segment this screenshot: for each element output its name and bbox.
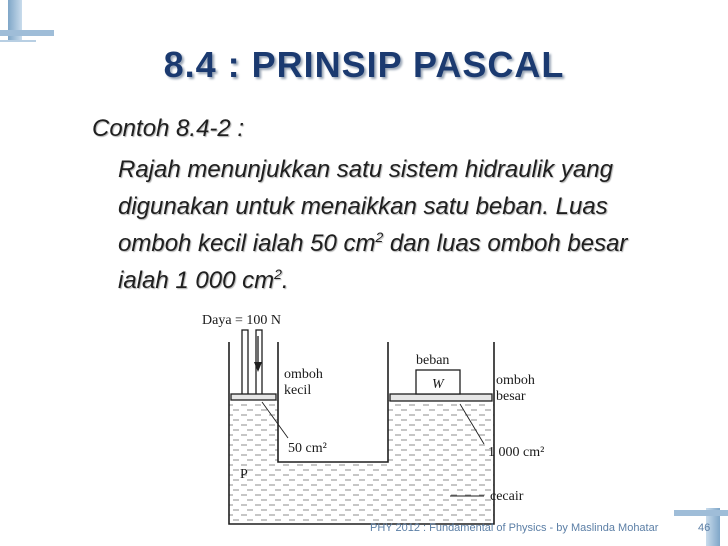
- load-label: beban: [416, 353, 450, 368]
- small-area-label: 50 cm²: [288, 441, 327, 456]
- footer-text: PHY 2012 : Fundamental of Physics - by Maslinda Mohatar: [370, 522, 659, 534]
- example-text-block: [92, 110, 712, 299]
- force-label: Daya = 100 N: [202, 313, 282, 328]
- line3-text-b: dan luas omboh besar: [383, 230, 628, 257]
- corner-decoration-top-bar: [0, 30, 54, 36]
- corner-decoration-bottom-bar: [674, 510, 728, 516]
- small-piston-rod: [242, 330, 248, 396]
- point-label: P: [240, 467, 248, 482]
- line4-text-a: ialah 1 000 cm: [118, 267, 275, 294]
- paragraph-line-2: digunakan untuk menaikkan satu beban. Luas: [118, 193, 608, 220]
- small-piston-plate: [231, 394, 276, 400]
- paragraph-line-4: [118, 262, 712, 299]
- large-area-label: 1 000 cm²: [488, 445, 545, 460]
- line3-text-a: omboh kecil ialah 50 cm: [118, 230, 376, 257]
- line4-text-b: .: [281, 267, 289, 294]
- small-piston-label-1: omboh: [284, 367, 323, 382]
- load-symbol: W: [432, 377, 444, 392]
- paragraph-line-1: Rajah menunjukkan satu sistem hidraulik yang: [118, 156, 613, 183]
- large-piston-plate: [390, 394, 492, 401]
- problem-paragraph: [92, 151, 712, 299]
- example-label: Contoh 8.4-2 :: [92, 115, 245, 142]
- liquid-label: cecair: [490, 489, 524, 504]
- corner-decoration-top-line: [0, 40, 36, 42]
- slide-title: 8.4 : PRINSIP PASCAL: [163, 44, 565, 85]
- small-piston-label-2: kecil: [284, 383, 312, 398]
- page-number: 46: [698, 522, 711, 534]
- line3-superscript: 2: [375, 229, 384, 245]
- large-piston-label-2: besar: [496, 389, 526, 404]
- hydraulic-system-diagram: [198, 302, 578, 534]
- line4-superscript: 2: [274, 266, 282, 282]
- liquid-region: [229, 327, 280, 400]
- paragraph-line-3: [118, 225, 712, 262]
- large-piston-label-1: omboh: [496, 373, 535, 388]
